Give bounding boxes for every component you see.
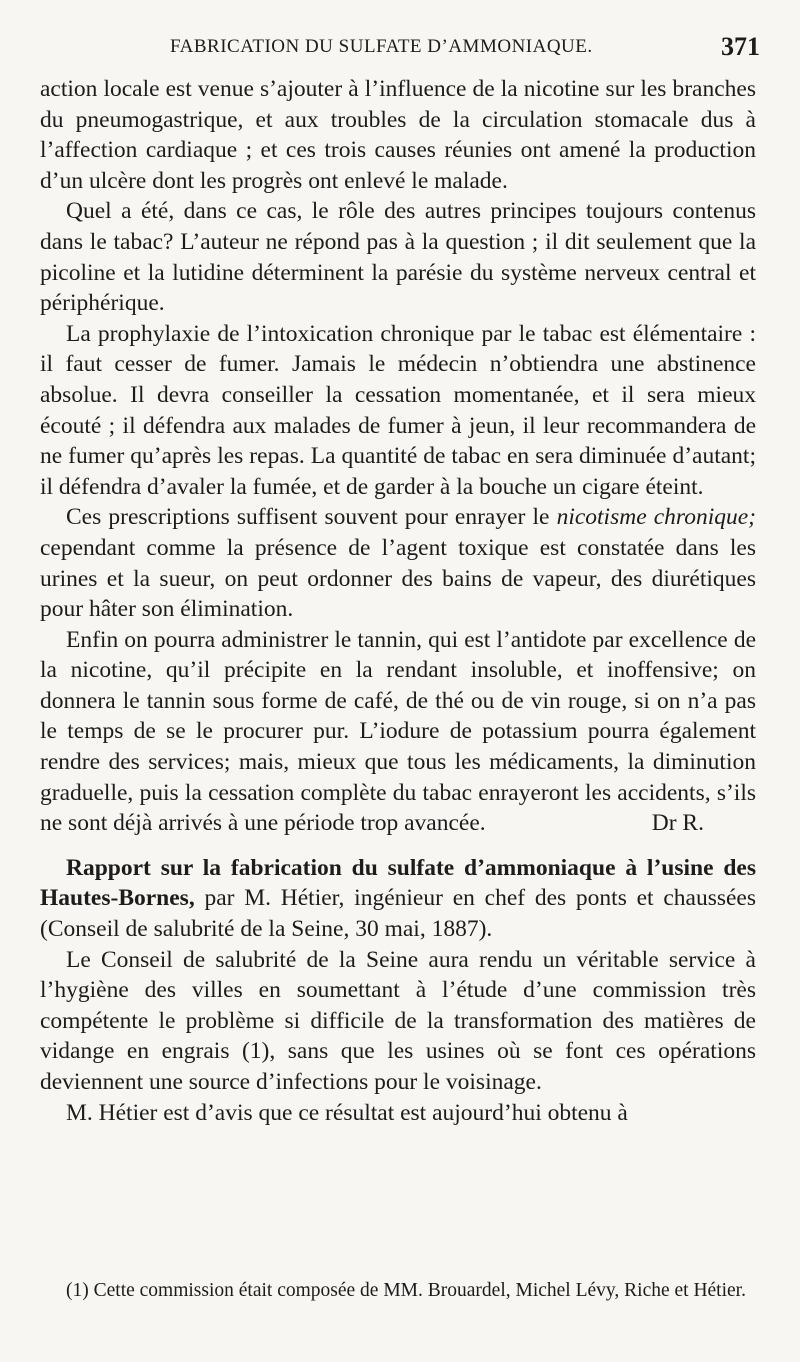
running-title: FABRICATION DU SULFATE D’AMMONIAQUE. <box>170 36 593 57</box>
body-text <box>40 74 756 1128</box>
tannin-text: Enfin on pourra administrer le tannin, qui est l’antidote par excellence de la nicotine, qu’il précipite en la rendant insoluble, et inoffensive; on donnera le tannin sous forme de café, de thé ou de vin rouge, si on n’a pas le temps de se le procurer pur. L’iodure de potassium pourra également rendre des services; mais, mieux que tous les médicaments, la diminution graduelle, puis la cessation complète du tabac enrayeront les accidents, s’ils ne sont déjà arrivés à une période trop avancée. <box>40 626 756 837</box>
report-title: Rapport sur la fabrication du sulfate d’ammoniaque à l’usine des Hautes-Bornes, <box>40 854 756 912</box>
footnote-text: (1) Cette commission était composée de MM. Brouardel, Michel Lévy, Riche et Hétier. <box>66 1280 746 1301</box>
paragraph-conseil: Le Conseil de salubrité de la Seine aura rendu un véritable service à l’hygiène des villes en soumettant à l’étude d’une commission très compétente le problème si difficile de la transformation des matières de vidange en engrais (1), sans que les usines où se font ces opérations deviennent une source d’infections pour le voisinage. <box>40 946 756 1095</box>
paragraph-continuation: action locale est venue s’ajouter à l’influence de la nicotine sur les branches du pneumogastrique, et aux troubles de la circulation stomacale dus à l’affection cardiaque ; et ces trois causes réunies ont amené la production d’un ulcère dont les progrès ont enlevé le malade. <box>40 76 756 194</box>
report-heading <box>40 853 756 945</box>
prescriptions-text-a: Ces prescriptions suffisent souvent pour enrayer le <box>66 504 557 531</box>
footnote <box>40 1277 756 1304</box>
paragraph-prophylaxis: La prophylaxie de l’intoxication chronique par le tabac est élémentaire : il faut cesser de fumer. Jamais le médecin n’obtiendra une abstinence absolue. Il devra conseiller la cessation momentanée, et il sera mieux écouté ; il défendra aux malades de fumer à jeun, il leur recommandera de ne fumer qu’après les repas. La quantité de tabac en sera diminuée d’autant; il défendra d’avaler la fumée, et de garder à la bouche un cigare éteint. <box>40 320 756 500</box>
nicotisme-term: nicotisme chronique; <box>556 504 756 531</box>
paragraph-prescriptions <box>40 502 756 624</box>
prescriptions-text-b: cependant comme la présence de l’agent toxique est constatée dans les urines et la sueur, on peut ordonner des bains de vapeur, des diurétiques pour hâter son élimination. <box>40 534 756 623</box>
paragraph-tannin <box>40 625 756 839</box>
report-byline: par M. Hétier, ingénieur en chef des ponts et chaussées (Conseil de salubrité de la Seine, 30 mai, 1887). <box>40 885 756 943</box>
page-number: 371 <box>721 32 760 61</box>
paragraph-question: Quel a été, dans ce cas, le rôle des autres principes toujours contenus dans le tabac? L’auteur ne répond pas à la question ; il dit seulement que la picoline et la lutidine déterminent la parésie du système nerveux central et périphérique. <box>40 198 756 317</box>
author-signature: Dr R. <box>651 810 704 837</box>
paragraph-hetier: M. Hétier est d’avis que ce résultat est aujourd’hui obtenu à <box>66 1099 628 1126</box>
page-header <box>40 32 760 72</box>
